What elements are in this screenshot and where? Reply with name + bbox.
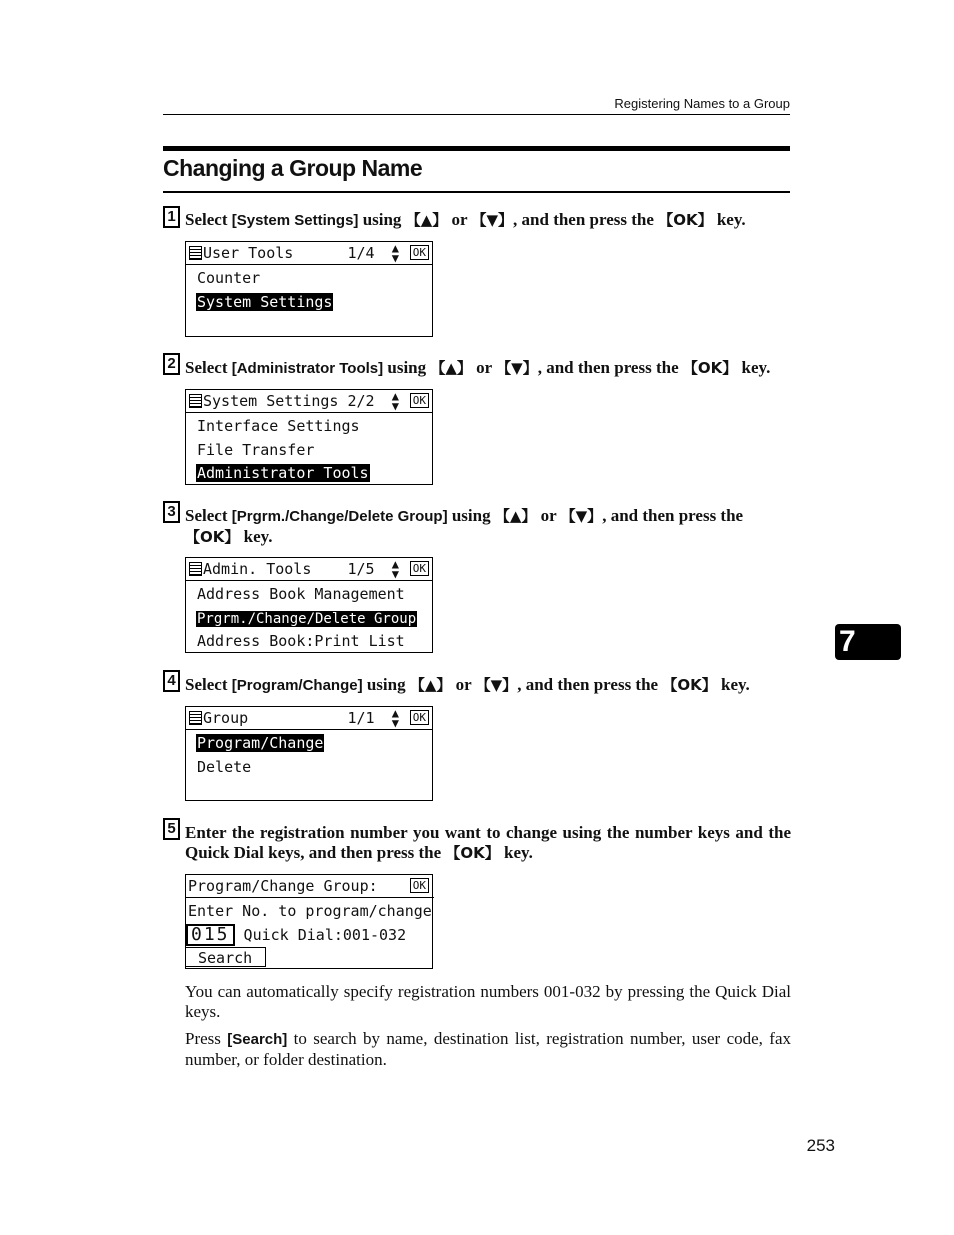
lcd-screen-group <box>185 706 433 801</box>
ok-key-icon: OK <box>410 878 429 893</box>
page-number: 253 <box>806 1136 835 1155</box>
note-search: Press [Search] to search by name, destination list, registration number, user code, fax number, or folder destination. <box>185 1029 791 1069</box>
lcd-menu-item: File Transfer <box>197 441 315 459</box>
up-down-arrow-icon: ▲ ▼ <box>391 241 399 265</box>
menu-icon <box>189 246 202 260</box>
ok-key-icon: OK <box>410 561 429 576</box>
menu-icon <box>189 562 202 576</box>
lcd-menu-item: Interface Settings <box>197 417 360 435</box>
lcd-menu-item: Delete <box>197 758 252 776</box>
lcd-menu-item-selected: System Settings <box>197 293 333 311</box>
step-3-text: Select [Prgrm./Change/Delete Group] using 【▲】 or 【▼】, and then press the 【OK】 key. <box>185 506 744 546</box>
note-quick-dial: You can automatically specify registration numbers 001-032 by pressing the Quick Dial keys. <box>185 982 791 1021</box>
lcd-title-row: Program/Change Group: <box>186 875 434 898</box>
lcd-screen-program-change-group <box>185 874 433 969</box>
lcd-screen-admin-tools <box>185 557 433 653</box>
lcd-title-row: Admin. Tools 1/5 <box>186 558 432 581</box>
ok-key-icon: OK <box>410 393 429 408</box>
lcd-title-row: User Tools 1/4 <box>186 242 432 265</box>
lcd-menu-item: Counter <box>197 269 261 287</box>
step-number-4: 4 <box>163 670 180 692</box>
up-down-arrow-icon: ▲ ▼ <box>391 557 399 581</box>
lcd-number-row: 015 Quick Dial:001-032 <box>186 923 432 947</box>
up-down-arrow-icon: ▲ ▼ <box>391 389 399 413</box>
step-number-1: 1 <box>163 206 180 228</box>
step-5-text: Enter the registration number you want to change using the number keys and the Quick Dial keys, and then press the 【OK】 key. <box>185 823 791 862</box>
ok-key-icon: OK <box>410 245 429 260</box>
step-number-2: 2 <box>163 353 180 375</box>
step-4-text: Select [Program/Change] using 【▲】 or 【▼】, and then press the 【OK】 key. <box>185 675 750 694</box>
menu-icon <box>189 711 202 725</box>
step-number-5: 5 <box>163 818 180 840</box>
title-rule <box>163 191 790 193</box>
ok-key-icon: OK <box>410 710 429 725</box>
step-number-3: 3 <box>163 501 180 523</box>
lcd-screen-system-settings <box>185 389 433 485</box>
lcd-menu-item-selected: Administrator Tools <box>197 464 369 482</box>
lcd-title-row: Group 1/1 <box>186 707 432 730</box>
registration-number-field: 015 <box>186 924 235 946</box>
search-softkey: Search <box>186 947 266 967</box>
lcd-title-row: System Settings 2/2 <box>186 390 432 413</box>
title-bar <box>163 146 790 151</box>
lcd-menu-item: Address Book Management <box>197 585 405 603</box>
chapter-tab: 7 <box>835 624 901 660</box>
running-header: Registering Names to a Group <box>614 96 790 111</box>
header-rule <box>163 114 790 115</box>
lcd-screen-user-tools <box>185 241 433 337</box>
lcd-prompt-line: Enter No. to program/change <box>188 902 432 920</box>
section-title: Changing a Group Name <box>163 155 423 181</box>
lcd-menu-item-selected: Prgrm./Change/Delete Group <box>197 611 417 627</box>
menu-icon <box>189 394 202 408</box>
up-down-arrow-icon: ▲ ▼ <box>391 706 399 730</box>
step-2-text: Select [Administrator Tools] using 【▲】 or 【▼】, and then press the 【OK】 key. <box>185 358 771 377</box>
step-1-text: Select [System Settings] using 【▲】 or 【▼】, and then press the 【OK】 key. <box>185 210 746 229</box>
lcd-menu-item: Address Book:Print List <box>197 632 405 650</box>
lcd-menu-item-selected: Program/Change <box>197 734 324 752</box>
